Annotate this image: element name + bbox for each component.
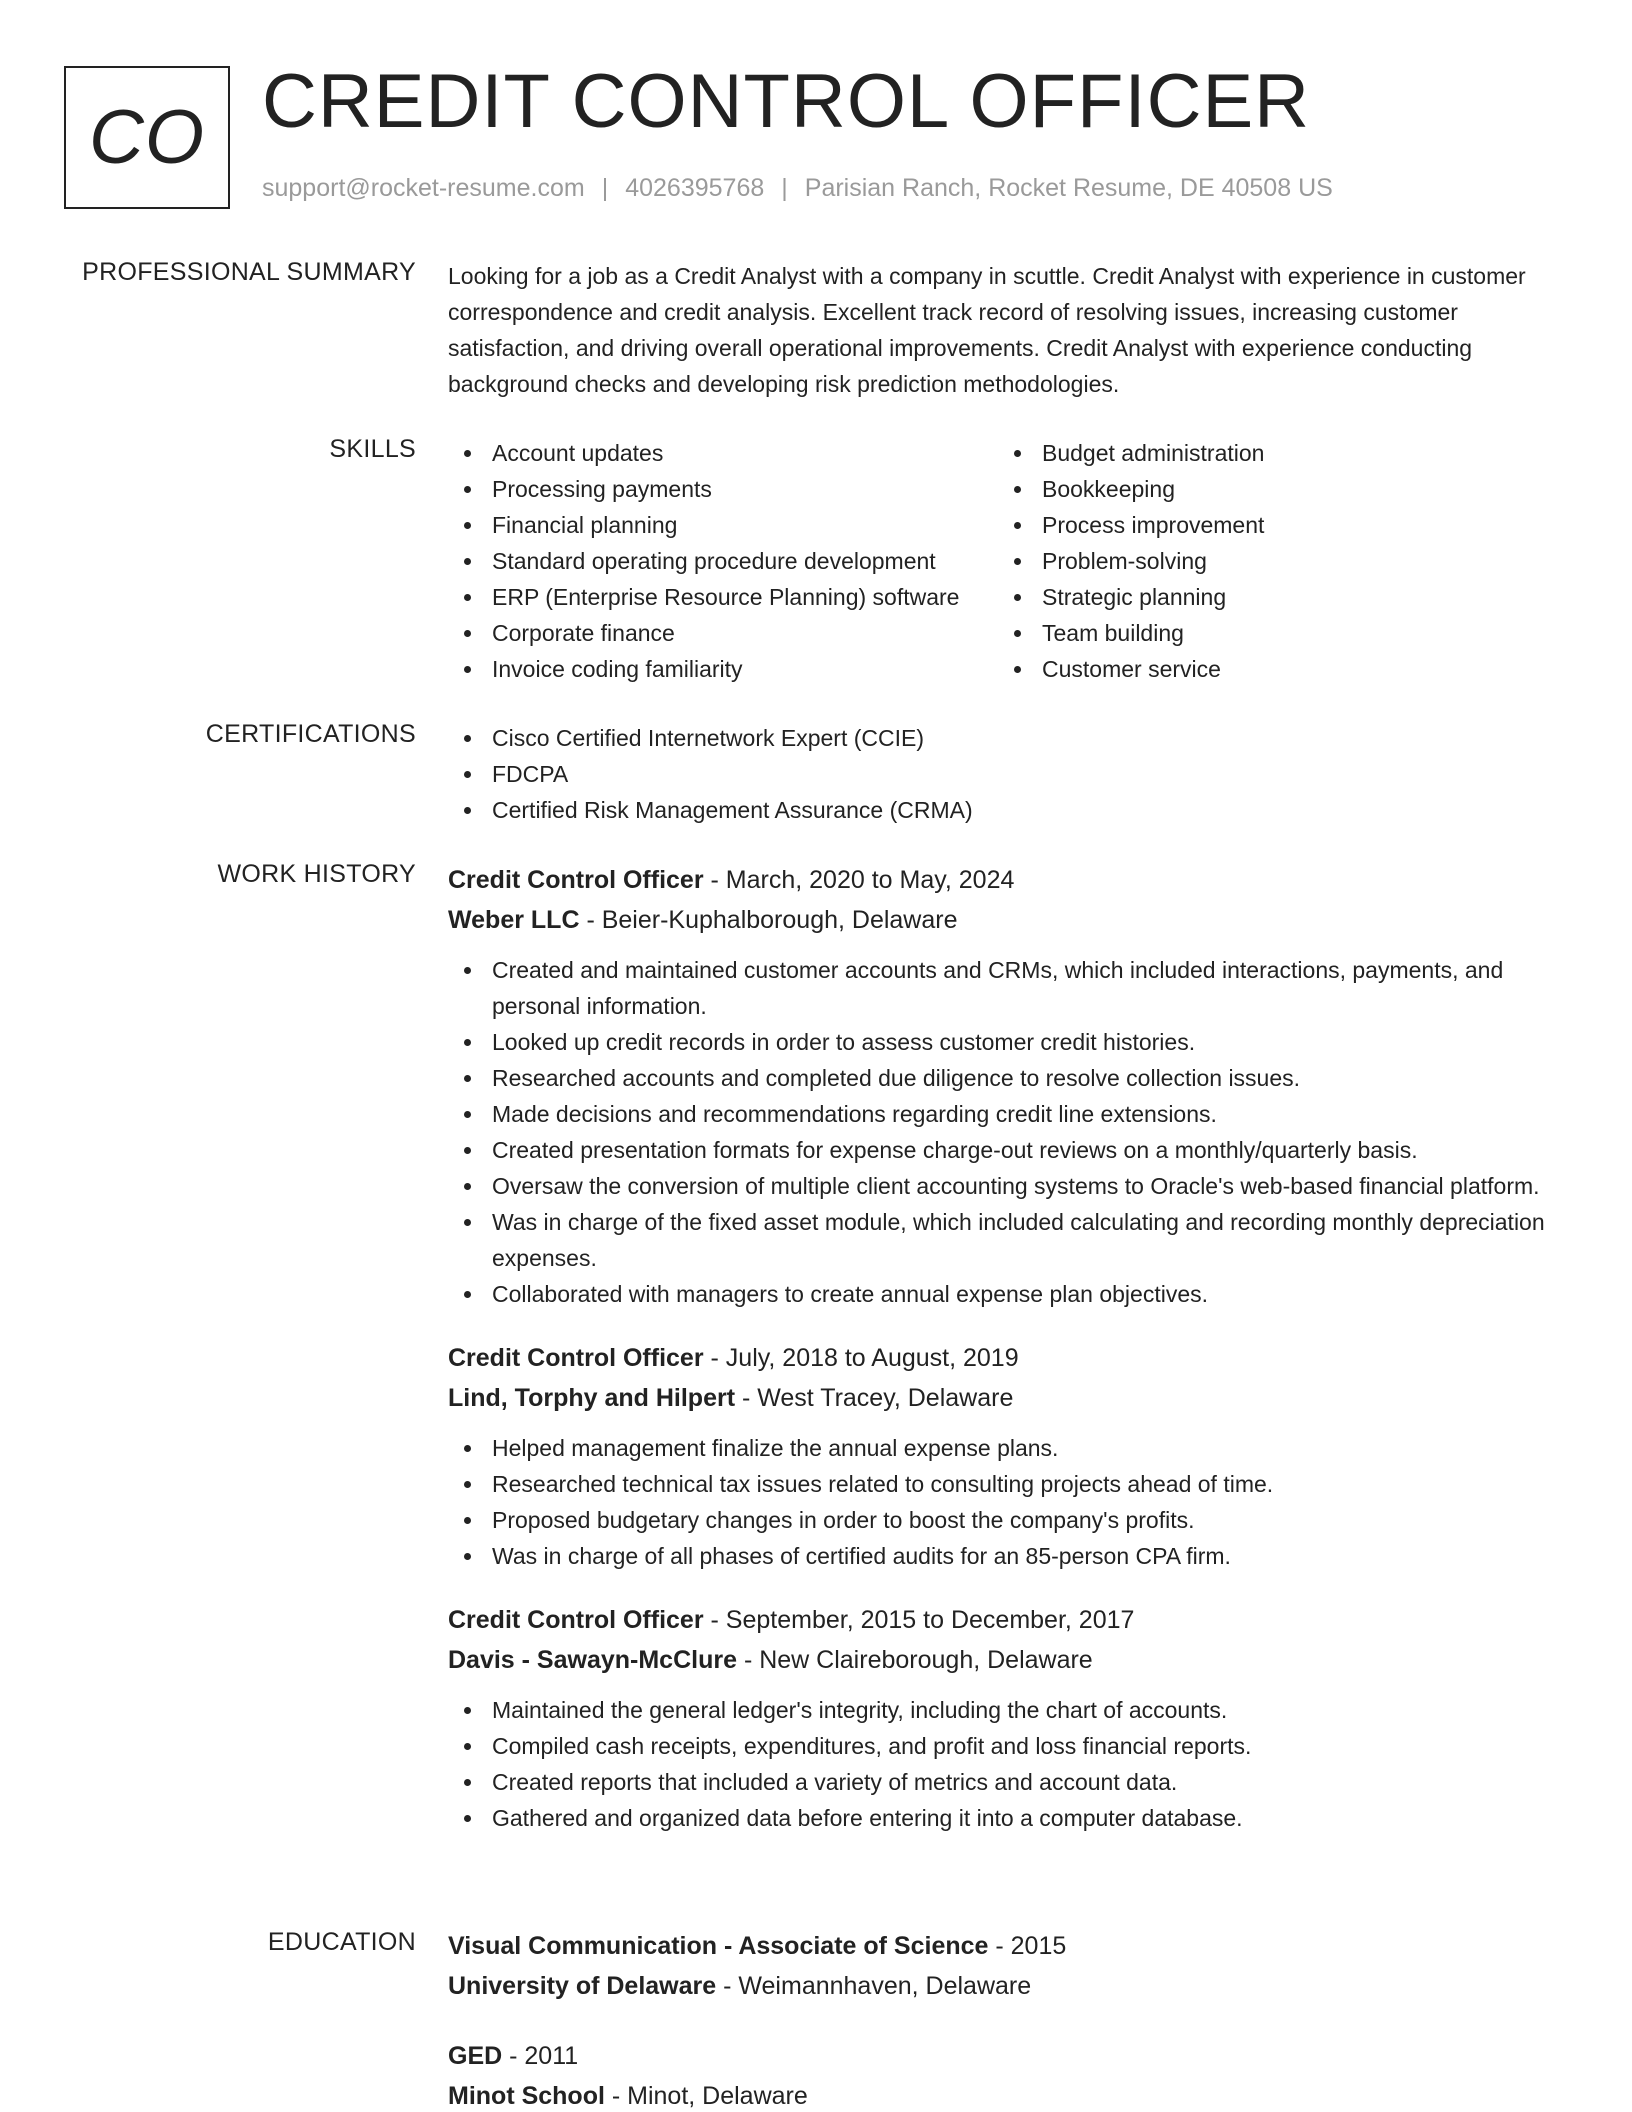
job-entry	[448, 860, 1558, 1312]
skill-item: Invoice coding familiarity	[448, 651, 998, 687]
skill-item: Process improvement	[998, 507, 1548, 543]
certifications-list	[448, 720, 1558, 828]
skill-item: Bookkeeping	[998, 471, 1548, 507]
work-history-heading: WORK HISTORY	[217, 860, 416, 888]
job-location: - West Tracey, Delaware	[735, 1384, 1014, 1412]
job-bullets	[448, 1430, 1558, 1574]
education-entry	[448, 2036, 1558, 2112]
job-title: Credit Control Officer	[448, 866, 704, 894]
contact-address: Parisian Ranch, Rocket Resume, DE 40508 US	[804, 174, 1333, 202]
skill-item: Standard operating procedure development	[448, 543, 998, 579]
education-degree: GED	[448, 2042, 503, 2070]
education-location: - Minot, Delaware	[604, 2082, 808, 2110]
contact-separator: |	[781, 174, 788, 202]
job-bullet: Looked up credit records in order to assess customer credit histories.	[448, 1024, 1558, 1060]
contact-phone: 4026395768	[625, 174, 765, 202]
job-dates: - September, 2015 to December, 2017	[703, 1606, 1135, 1634]
job-title: Credit Control Officer	[448, 1606, 704, 1634]
education-school: University of Delaware	[448, 1972, 717, 2000]
job-company-line	[448, 900, 1558, 940]
job-bullet: Helped management finalize the annual expense plans.	[448, 1430, 1558, 1466]
job-bullet: Made decisions and recommendations regarding credit line extensions.	[448, 1096, 1558, 1132]
contact-line	[262, 174, 1333, 203]
job-dates: - March, 2020 to May, 2024	[703, 866, 1015, 894]
job-bullet: Compiled cash receipts, expenditures, and profit and loss financial reports.	[448, 1728, 1558, 1764]
job-bullet: Was in charge of all phases of certified audits for an 85-person CPA firm.	[448, 1538, 1558, 1574]
skill-item: Account updates	[448, 435, 998, 471]
job-bullet: Collaborated with managers to create annual expense plan objectives.	[448, 1276, 1558, 1312]
job-bullet: Researched technical tax issues related to consulting projects ahead of time.	[448, 1466, 1558, 1502]
education-heading	[448, 2036, 1558, 2076]
certification-item: Cisco Certified Internetwork Expert (CCIE)	[448, 720, 1558, 756]
education-degree: Visual Communication - Associate of Science	[448, 1932, 989, 1960]
job-company-line	[448, 1378, 1558, 1418]
job-bullet: Created presentation formats for expense charge-out reviews on a monthly/quarterly basis.	[448, 1132, 1558, 1168]
skill-item: Corporate finance	[448, 615, 998, 651]
job-bullet: Gathered and organized data before entering it into a computer database.	[448, 1800, 1558, 1836]
education-year: - 2011	[502, 2042, 579, 2070]
contact-separator: |	[601, 174, 609, 202]
job-title: Credit Control Officer	[448, 1344, 704, 1372]
job-bullet: Was in charge of the fixed asset module, which included calculating and recording monthly depreciation expenses.	[448, 1204, 1558, 1276]
job-company: Weber LLC	[448, 906, 580, 934]
skills-list-right	[998, 435, 1548, 687]
monogram-box	[64, 66, 230, 209]
job-bullet: Maintained the general ledger's integrity, including the chart of accounts.	[448, 1692, 1558, 1728]
certifications-heading: CERTIFICATIONS	[205, 720, 416, 748]
job-heading	[448, 1338, 1558, 1378]
job-entry	[448, 1600, 1558, 1836]
skill-item: Team building	[998, 615, 1548, 651]
job-bullet: Created reports that included a variety of metrics and account data.	[448, 1764, 1558, 1800]
job-company: Lind, Torphy and Hilpert	[448, 1384, 736, 1412]
job-bullet: Oversaw the conversion of multiple client accounting systems to Oracle's web-based financial platform.	[448, 1168, 1558, 1204]
skill-item: Budget administration	[998, 435, 1548, 471]
certification-item: FDCPA	[448, 756, 1558, 792]
skill-item: Financial planning	[448, 507, 998, 543]
job-bullet: Proposed budgetary changes in order to boost the company's profits.	[448, 1502, 1558, 1538]
certifications-body	[448, 720, 1558, 828]
education-school-line	[448, 2076, 1558, 2112]
education-heading	[448, 1926, 1558, 1966]
job-location: - New Claireborough, Delaware	[737, 1646, 1093, 1674]
summary-heading: PROFESSIONAL SUMMARY	[82, 258, 416, 286]
job-company-line	[448, 1640, 1558, 1680]
job-dates: - July, 2018 to August, 2019	[703, 1344, 1019, 1372]
job-company: Davis - Sawayn-McClure	[448, 1646, 737, 1674]
skill-item: Processing payments	[448, 471, 998, 507]
job-bullet: Researched accounts and completed due diligence to resolve collection issues.	[448, 1060, 1558, 1096]
skill-item: ERP (Enterprise Resource Planning) software	[448, 579, 998, 615]
skills-grid	[448, 435, 1558, 687]
job-heading	[448, 1600, 1558, 1640]
job-bullets	[448, 952, 1558, 1312]
education-school: Minot School	[448, 2082, 605, 2110]
monogram-initials: CO	[89, 95, 205, 180]
work-history-body	[448, 860, 1558, 1836]
job-bullet: Created and maintained customer accounts and CRMs, which included interactions, payments, and personal information.	[448, 952, 1558, 1024]
job-heading	[448, 860, 1558, 900]
certification-item: Certified Risk Management Assurance (CRMA)	[448, 792, 1558, 828]
skills-body	[448, 435, 1558, 687]
education-heading: EDUCATION	[267, 1928, 416, 1956]
job-location: - Beier-Kuphalborough, Delaware	[579, 906, 958, 934]
skill-item: Strategic planning	[998, 579, 1548, 615]
contact-email: support@rocket-resume.com	[262, 174, 585, 202]
resume-title: CREDIT CONTROL OFFICER	[262, 59, 1311, 144]
education-entry	[448, 1926, 1558, 2006]
job-entry	[448, 1338, 1558, 1574]
job-bullets	[448, 1692, 1558, 1836]
education-body	[448, 1926, 1558, 2112]
skills-heading: SKILLS	[329, 435, 416, 463]
skill-item: Problem-solving	[998, 543, 1548, 579]
education-school-line	[448, 1966, 1558, 2006]
skills-list-left	[448, 435, 998, 687]
education-location: - Weimannhaven, Delaware	[716, 1972, 1032, 2000]
skill-item: Customer service	[998, 651, 1548, 687]
education-year: - 2015	[988, 1932, 1067, 1960]
summary-text: Looking for a job as a Credit Analyst with a company in scuttle. Credit Analyst with experience in customer correspondence and credit analysis. Excellent track record of resolving issues, increasing customer satisfaction, and driving overall operational improvements. Credit Analyst with experience conducting background checks and developing risk prediction methodologies.	[448, 263, 1526, 397]
